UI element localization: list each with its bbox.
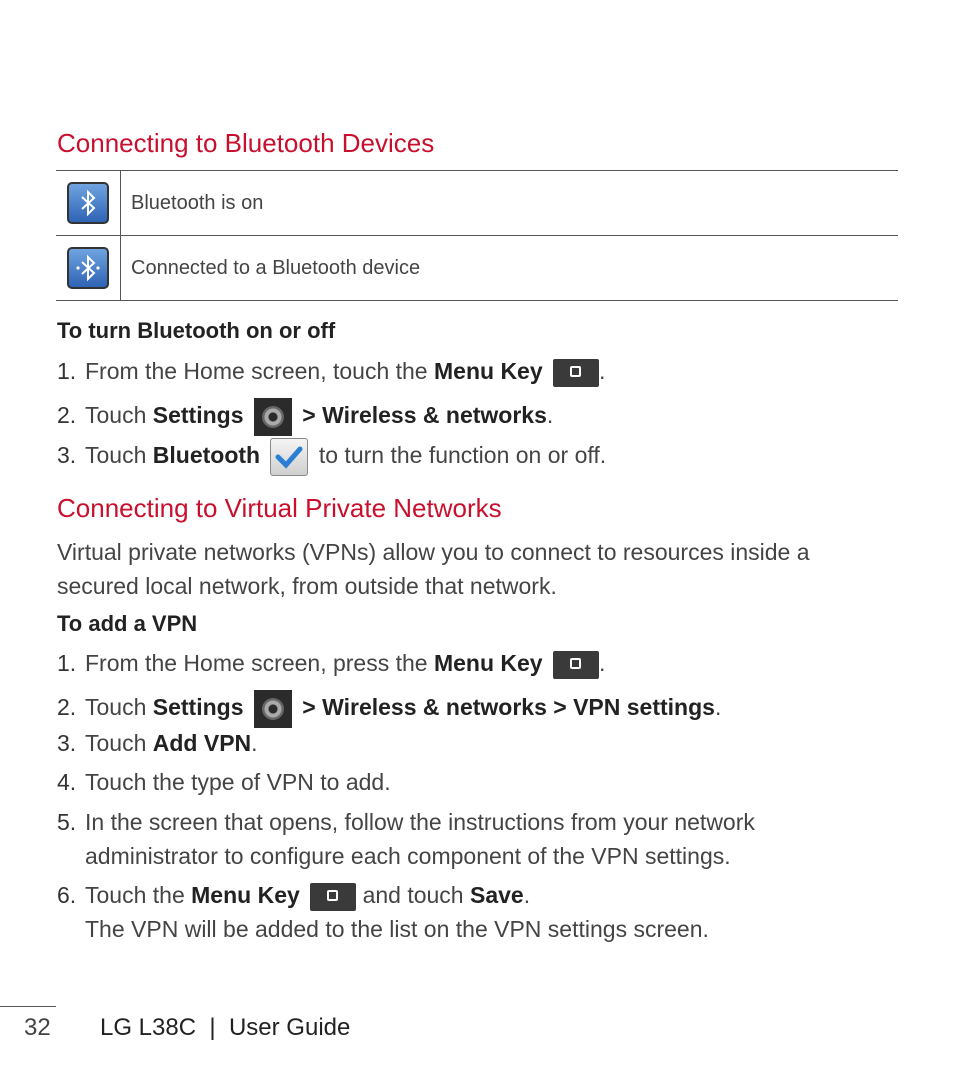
table-row: [56, 171, 898, 236]
bluetooth-icon: [67, 182, 109, 224]
step-item: 4. Touch the type of VPN to add.: [57, 769, 391, 795]
section-title-bluetooth: Connecting to Bluetooth Devices: [57, 128, 435, 158]
step-item: 1. From the Home screen, touch the Menu Key .: [57, 358, 605, 387]
bluetooth-connected-icon: [67, 247, 109, 289]
menu-key-icon: [553, 359, 599, 387]
step-continuation: The VPN will be added to the list on the VPN settings screen.: [85, 916, 709, 942]
vpn-intro-line-2: secured local network, from outside that network.: [57, 573, 557, 599]
section-title-vpn: Connecting to Virtual Private Networks: [57, 493, 502, 523]
subtitle-add-vpn: To add a VPN: [57, 611, 198, 636]
menu-key-icon: [553, 651, 599, 679]
settings-gear-icon: [254, 690, 292, 728]
row-label: Connected to a Bluetooth device: [121, 236, 899, 301]
menu-key-icon: [310, 883, 356, 911]
step-item: 1. From the Home screen, press the Menu Key .: [57, 650, 605, 679]
step-item: 6. Touch the Menu Key and touch Save.: [57, 882, 530, 911]
step-item: 3. Touch Bluetooth to turn the function on or off.: [57, 438, 606, 476]
step-continuation: administrator to configure each component of the VPN settings.: [85, 843, 731, 869]
footer-rule: [0, 1006, 56, 1007]
step-item: 5. In the screen that opens, follow the instructions from your network: [57, 809, 755, 835]
step-item: 2. Touch Settings > Wireless & networks.: [57, 398, 553, 436]
bluetooth-icon-table: [56, 170, 898, 301]
footer-title: LG L38C | User Guide: [100, 1014, 351, 1041]
step-item: 3. Touch Add VPN.: [57, 730, 258, 756]
vpn-intro-line-1: Virtual private networks (VPNs) allow you to connect to resources inside a: [57, 539, 810, 565]
settings-gear-icon: [254, 398, 292, 436]
step-item: 2. Touch Settings > Wireless & networks > VPN settings.: [57, 690, 721, 728]
checkbox-checked-icon: [270, 438, 308, 476]
table-row: [56, 236, 898, 301]
page-number: 32: [24, 1014, 51, 1041]
row-label: Bluetooth is on: [121, 171, 899, 236]
subtitle-turn-bluetooth: To turn Bluetooth on or off: [57, 318, 336, 343]
